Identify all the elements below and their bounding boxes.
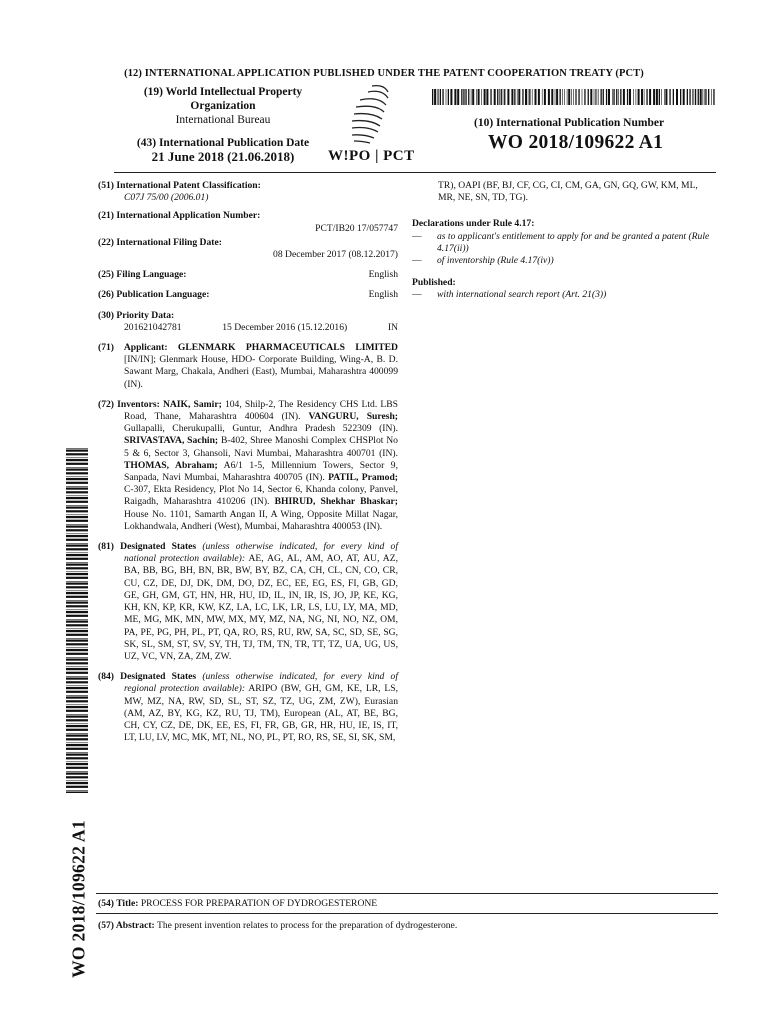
vertical-publication-number xyxy=(62,803,96,995)
abstract-value: The present invention relates to process for the preparation of dydrogesterone. xyxy=(156,920,458,931)
dash: — xyxy=(412,230,422,242)
ipc-label: (51) International Patent Classification: xyxy=(98,180,261,191)
filing-date-field xyxy=(98,237,398,261)
left-column xyxy=(98,180,398,750)
ds-national-label: (81) Designated States xyxy=(98,541,197,553)
applicant-address: [IN/IN]; Glenmark House, HDO- Corporate Building, Wing-A, B. D. Sawant Marg, Chakala, Andheri (East), Mumbai, Maharashtra 400099 (IN). xyxy=(124,354,398,390)
pub-date-value: 21 June 2018 (21.06.2018) xyxy=(151,149,295,164)
inventor-address: A6/1 1-5, Millennium Towers, Sector 9, Sanpada, Navi Mumbai, Maharashtra 400705 (IN). xyxy=(124,459,398,484)
filing-lang-label: (25) Filing Language: xyxy=(98,269,187,281)
published-text: with international search report (Art. 21(3)) xyxy=(437,289,607,301)
filing-lang-value: English xyxy=(368,269,398,281)
pub-lang-value: English xyxy=(368,289,398,301)
priority-row xyxy=(98,322,398,334)
filing-date-label: (22) International Filing Date: xyxy=(98,236,222,248)
published-item xyxy=(412,289,717,301)
header-divider xyxy=(114,172,716,173)
org-line-1: (19) World Intellectual Property xyxy=(143,86,303,98)
ipc-value: C07J 75/00 (2006.01) xyxy=(124,192,209,204)
pub-lang-field xyxy=(98,289,398,301)
right-column xyxy=(412,180,717,302)
filing-date-value: 08 December 2017 (08.12.2017) xyxy=(273,249,398,261)
abstract-field xyxy=(98,920,718,931)
inventor-address: Gullapalli, Cherukupalli, Guntur, Andhra Pradesh 522309 (IN). xyxy=(124,423,398,435)
regional-continuation: TR), OAPI (BF, BJ, CF, CG, CI, CM, GA, GN, GQ, GW, KM, ML, MR, NE, SN, TD, TG). xyxy=(438,180,698,204)
dash: — xyxy=(412,255,422,267)
title-label: (54) Title: xyxy=(98,898,139,909)
priority-date: 15 December 2016 (15.12.2016) xyxy=(222,321,348,333)
declaration-text: of inventorship (Rule 4.17(iv)) xyxy=(437,255,554,267)
ds-regional-label: (84) Designated States xyxy=(98,671,197,683)
organization-block xyxy=(118,85,328,127)
inventor-name: BHIRUD, Shekhar Bhaskar; xyxy=(274,496,398,508)
app-number-field xyxy=(98,210,398,234)
barcode-icon xyxy=(432,89,716,105)
inventor-name: VANGURU, Suresh; xyxy=(308,411,398,423)
pub-lang-label: (26) Publication Language: xyxy=(98,289,210,301)
pub-number-label: (10) International Publication Number xyxy=(474,117,665,129)
side-barcode-icon xyxy=(66,448,88,793)
inventors-field xyxy=(98,399,398,533)
org-line-2: Organization xyxy=(190,100,256,112)
ipc-field xyxy=(98,180,398,204)
applicant-label: (71) Applicant: xyxy=(98,342,168,354)
priority-country: IN xyxy=(387,321,398,333)
designated-states-national xyxy=(98,541,398,663)
title-field xyxy=(98,898,718,909)
ds-national-note: (unless otherwise indicated, for every kind of national protection available): xyxy=(124,541,398,565)
wipo-pct-wordmark: W!PO | PCT xyxy=(328,148,415,164)
designated-states-regional xyxy=(98,671,398,744)
abstract-label: (57) Abstract: xyxy=(98,920,155,931)
inventors-label: (72) Inventors: xyxy=(98,398,160,410)
title-value: PROCESS FOR PREPARATION OF DYDROGESTERONE xyxy=(140,898,378,909)
priority-label: (30) Priority Data: xyxy=(98,309,175,321)
treaty-heading: (12) INTERNATIONAL APPLICATION PUBLISHED UNDER THE PATENT COOPERATION TREATY (PCT) xyxy=(124,68,644,79)
inventor-address: B-402, Shree Manoshi Complex CHSPlot No 5 & 6, Sector 3, Ghansoli, Navi Mumbai, Maharashtra 400701 (IN). xyxy=(124,435,398,459)
publication-date-block xyxy=(118,136,328,164)
priority-number: 201621042781 xyxy=(124,321,182,333)
inventor-address: C-307, Ekta Residency, Plot No 14, Sector 6, Khanda colony, Panvel, Raigadh, Maharashtra 410206 (IN). xyxy=(124,484,398,508)
ds-national-list: AE, AG, AL, AM, AO, AT, AU, AZ, BA, BB, BG, BH, BN, BR, BW, BY, BZ, CA, CH, CL, CN, CO, CR, CU, CZ, DE, DJ, DK, DM, DO, DZ, EC, EE, EG, ES, FI, GB, GD, GE, GH, GM, GT, HN, HR, HU, ID, IL, IN, IR, IS, JO, JP, KE, KG, KH, KN, KP, KR, KW, KZ, LA, LC, LK, LR, LS, LU, LY, MA, MD, ME, MG, MK, MN, MW, MX, MY, MZ, NA, NG, NI, NO, NZ, OM, PA, PE, PG, PH, PL, PT, QA, RO, RS, RU, RW, SA, SC, SD, SE, SG, SK, SL, SM, ST, SV, SY, TH, TJ, TM, TN, TR, TT, TZ, UA, UG, US, UZ, VC, VN, ZA, ZM, ZW. xyxy=(124,553,398,662)
org-line-3: International Bureau xyxy=(175,114,271,126)
applicant-field xyxy=(98,342,398,391)
inventor-name: SRIVASTAVA, Sachin; xyxy=(124,435,219,447)
pub-date-label: (43) International Publication Date xyxy=(136,137,310,149)
declaration-item xyxy=(412,231,717,255)
inventor-name: THOMAS, Abraham; xyxy=(124,459,218,471)
app-number-value: PCT/IB20 17/057747 xyxy=(315,222,398,234)
ds-regional-note: (unless otherwise indicated, for every kind of regional protection available): xyxy=(124,671,398,695)
filing-lang-field xyxy=(98,269,398,281)
inventor-name: PATIL, Pramod; xyxy=(328,472,398,484)
published-label: Published: xyxy=(412,277,456,289)
ds-regional-list: ARIPO (BW, GH, GM, KE, LR, LS, MW, MZ, NA, RW, SD, SL, ST, SZ, TZ, UG, ZM, ZW), Eurasian (AM, AZ, BY, KG, KZ, RU, TJ, TM), European (AL, AT, BE, BG, CH, CY, CZ, DE, DK, EE, ES, FI, FR, GB, GR, HR, HU, IE, IS, IT, LT, LU, LV, MC, MK, MT, NL, NO, PL, PT, RO, RS, SE, SI, SK, SM, xyxy=(124,683,398,744)
inventor-name: NAIK, Samir; xyxy=(162,398,222,410)
priority-field xyxy=(98,310,398,334)
applicant-name: GLENMARK PHARMACEUTICALS LIMITED xyxy=(177,342,398,354)
title-divider xyxy=(96,913,718,914)
declaration-text: as to applicant's entitlement to apply for and be granted a patent (Rule 4.17(ii)) xyxy=(437,230,710,254)
declaration-item xyxy=(412,255,717,267)
app-number-label: (21) International Application Number: xyxy=(98,210,261,222)
pub-number: WO 2018/109622 A1 xyxy=(488,132,664,153)
inventor-address: House No. 1101, Samarth Angan II, A Wing, Opposite Millat Nagar, Lokhandwala, Andheri (West), Mumbai, Maharashtra 400053 (IN). xyxy=(124,508,398,532)
footer-divider xyxy=(96,893,718,894)
dash: — xyxy=(412,289,422,301)
declarations-label: Declarations under Rule 4.17: xyxy=(412,218,535,230)
vertical-number-text: WO 2018/109622 A1 xyxy=(68,820,89,978)
inventor-address: 104, Shilp-2, The Residency CHS Ltd. LBS Road, Thane, Maharashtra 400604 (IN). xyxy=(124,398,398,423)
